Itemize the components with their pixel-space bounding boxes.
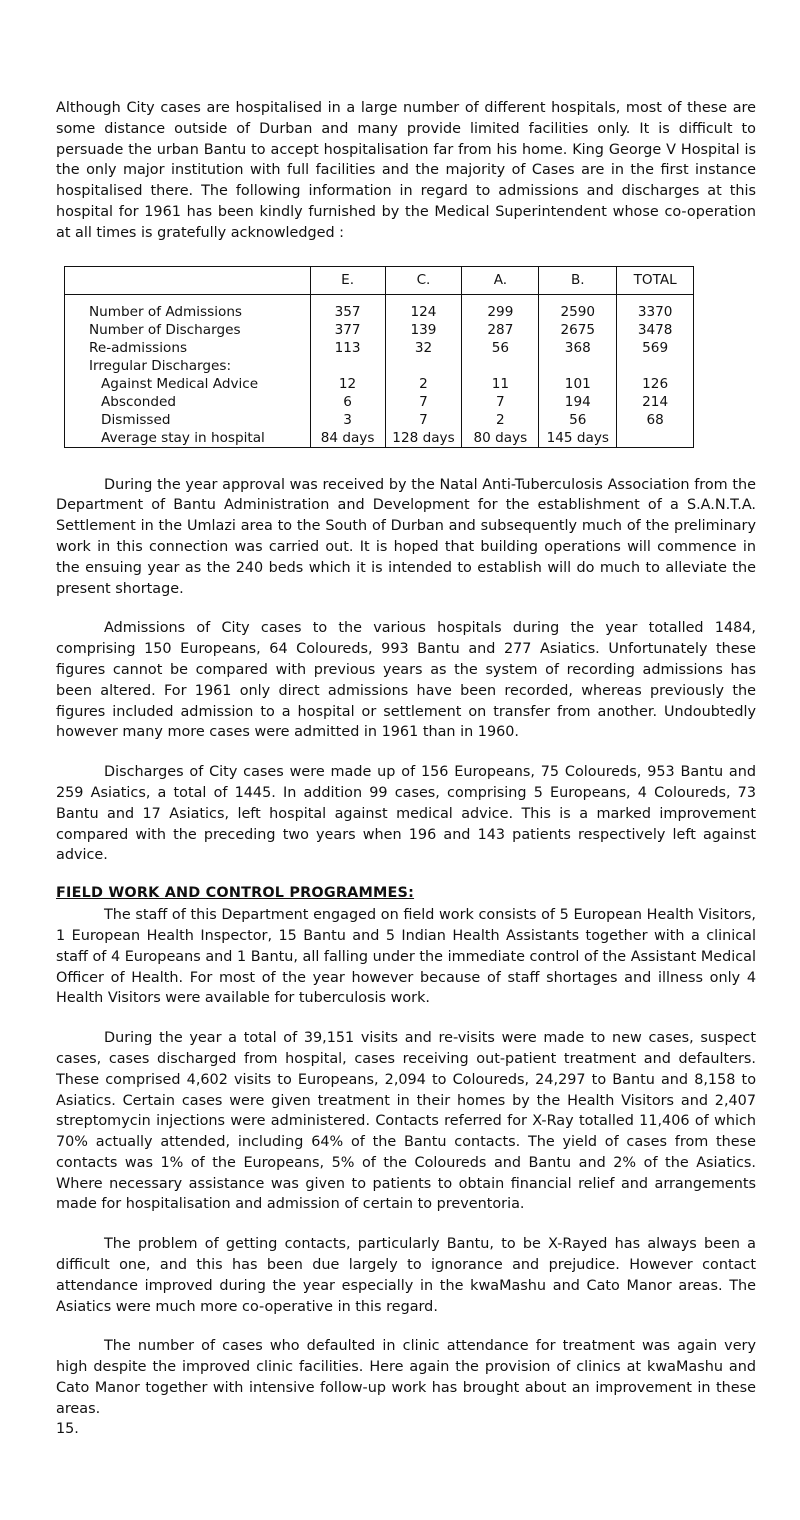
table-row — [65, 429, 694, 448]
document-page — [56, 98, 756, 1437]
cell-b: 194 — [539, 393, 617, 411]
table-row — [65, 393, 694, 411]
table-header-row — [65, 266, 694, 294]
cell-e: 6 — [310, 393, 385, 411]
cell-a: 299 — [462, 294, 539, 321]
cell-a: 56 — [462, 339, 539, 357]
cell-c: 2 — [385, 375, 462, 393]
header-blank — [65, 266, 311, 294]
intro-paragraph: Although City cases are hospitalised in a large number of different hospitals, most of these are some distance outside of Durban and many provide limited facilities only. It is difficult to persuade the urban Bantu to accept hospitalisation far from his home. King George V Hospital is the only major institution with full facilities and the majority of Cases are in the first instance hospitalised there. The following information in regard to admissions and discharges at this hospital for 1961 has been kindly furnished by the Medical Superintendent whose co-operation at all times is gratefully acknowledged : — [56, 100, 756, 241]
cell-e: 3 — [310, 411, 385, 429]
cell-e: 377 — [310, 321, 385, 339]
cell-total — [617, 429, 694, 448]
cell-b — [539, 357, 617, 375]
cell-b: 101 — [539, 375, 617, 393]
cell-c: 124 — [385, 294, 462, 321]
row-label: Against Medical Advice — [65, 375, 311, 393]
cell-b: 2675 — [539, 321, 617, 339]
cell-total: 214 — [617, 393, 694, 411]
row-label: Number of Admissions — [65, 294, 311, 321]
staff-paragraph: The staff of this Department engaged on field work consists of 5 European Health Visitors, 1 European Health Inspector, 15 Bantu and 5 Indian Health Assistants together with a clinical staff of 4 Europeans and 1 Bantu, all falling under the immediate control of the Assistant Medical Officer of Health. For most of the year however because of staff shortages and illness only 4 Health Visitors were available for tuberculosis work. — [56, 907, 756, 1007]
cell-total: 3478 — [617, 321, 694, 339]
table-row — [65, 375, 694, 393]
cell-c: 128 days — [385, 429, 462, 448]
cell-c: 7 — [385, 393, 462, 411]
cell-a: 80 days — [462, 429, 539, 448]
table-row — [65, 321, 694, 339]
table-row — [65, 357, 694, 375]
cell-total: 126 — [617, 375, 694, 393]
cell-b: 2590 — [539, 294, 617, 321]
admissions-paragraph: Admissions of City cases to the various hospitals during the year totalled 1484, comprising 150 Europeans, 64 Coloureds, 993 Bantu and 277 Asiatics. Unfortunately these figures cannot be compared with previous years as the system of recording admissions has been altered. For 1961 only direct admissions have been recorded, whereas previously the figures included admission to a hospital or settlement on transfer from another. Undoubtedly however many more cases were admitted in 1961 than in 1960. — [56, 620, 756, 741]
discharges-paragraph: Discharges of City cases were made up of 156 Europeans, 75 Coloureds, 953 Bantu and 259 Asiatics, a total of 1445. In addition 99 cases, comprising 5 Europeans, 4 Coloureds, 73 Bantu and 17 Asiatics, left hospital against medical advice. This is a marked improvement compared with the preceding two years when 196 and 143 patients respectively left against advice. — [56, 764, 756, 864]
row-label: Irregular Discharges: — [65, 357, 311, 375]
header-bantu: B. — [539, 266, 617, 294]
cell-c — [385, 357, 462, 375]
cell-total: 569 — [617, 339, 694, 357]
cell-a: 2 — [462, 411, 539, 429]
row-label: Dismissed — [65, 411, 311, 429]
cell-total: 68 — [617, 411, 694, 429]
row-label: Average stay in hospital — [65, 429, 311, 448]
table-row — [65, 411, 694, 429]
cell-b: 145 days — [539, 429, 617, 448]
cell-e: 12 — [310, 375, 385, 393]
cell-a — [462, 357, 539, 375]
cell-total — [617, 357, 694, 375]
row-label: Re-admissions — [65, 339, 311, 357]
cell-a: 11 — [462, 375, 539, 393]
visits-paragraph: During the year a total of 39,151 visits and re-visits were made to new cases, suspect cases, cases discharged from hospital, cases receiving out-patient treatment and defaulters. These comprised 4,602 visits to Europeans, 2,094 to Coloureds, 24,297 to Bantu and 8,158 to Asiatics. Certain cases were given treatment in their homes by the Health Visitors and 2,407 streptomycin injections were administered. Contacts referred for X-Ray totalled 11,406 of which 70% actually attended, including 64% of the Bantu contacts. The yield of cases from these contacts was 1% of the Europeans, 5% of the Coloureds and Bantu and 2% of the Asiatics. Where necessary assistance was given to patients to obtain financial relief and arrangements made for hospitalisation and admission of certain to preventoria. — [56, 1030, 756, 1213]
cell-b: 56 — [539, 411, 617, 429]
cell-b: 368 — [539, 339, 617, 357]
cell-e: 84 days — [310, 429, 385, 448]
cell-e: 357 — [310, 294, 385, 321]
header-asiatics: A. — [462, 266, 539, 294]
header-total: TOTAL — [617, 266, 694, 294]
header-coloureds: C. — [385, 266, 462, 294]
cell-a: 7 — [462, 393, 539, 411]
cell-e — [310, 357, 385, 375]
section-heading: FIELD WORK AND CONTROL PROGRAMMES: — [56, 885, 415, 902]
cell-total: 3370 — [617, 294, 694, 321]
sanata-paragraph: During the year approval was received by the Natal Anti-Tuberculosis Association from the Department of Bantu Administration and Development for the establishment of a S.A.N.T.A. Settlement in the Umlazi area to the South of Durban and subsequently much of the preliminary work in this connection was carried out. It is hoped that building operations will commence in the ensuing year as the 240 beds which it is intended to establish will do much to alleviate the present shortage. — [56, 476, 756, 597]
cell-a: 287 — [462, 321, 539, 339]
cell-c: 32 — [385, 339, 462, 357]
defaulted-paragraph: The number of cases who defaulted in clinic attendance for treatment was again very high despite the improved clinic facilities. Here again the provision of clinics at kwaMashu and Cato Manor together with intensive follow-up work has brought about an improvement in these areas. — [56, 1338, 756, 1417]
header-europeans: E. — [310, 266, 385, 294]
cell-c: 7 — [385, 411, 462, 429]
hospital-statistics-table — [64, 266, 694, 448]
cell-c: 139 — [385, 321, 462, 339]
contacts-paragraph: The problem of getting contacts, particularly Bantu, to be X-Rayed has always been a difficult one, and this has been due largely to ignorance and prejudice. However contact attendance improved during the year especially in the kwaMashu and Cato Manor areas. The Asiatics were much more co-operative in this regard. — [56, 1236, 756, 1315]
table-row — [65, 339, 694, 357]
row-label: Absconded — [65, 393, 311, 411]
cell-e: 113 — [310, 339, 385, 357]
table-row — [65, 294, 694, 321]
row-label: Number of Discharges — [65, 321, 311, 339]
page-number: 15. — [56, 1420, 79, 1437]
